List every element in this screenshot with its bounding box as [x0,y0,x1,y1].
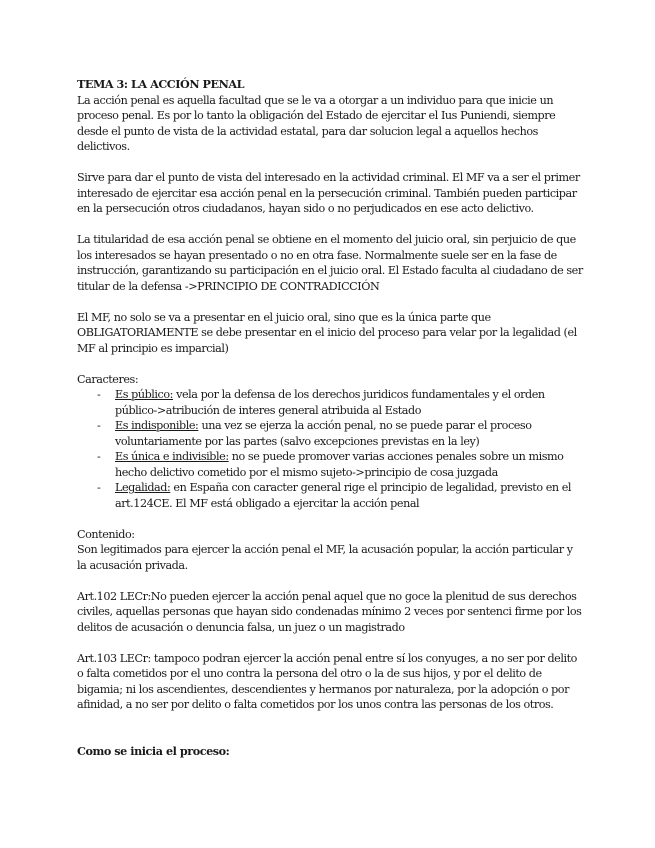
list-item-text: no se puede promover varias acciones penales sobre un mismo hecho delictivo cometido por el mismo sujeto->principio de cosa juzgada [115,450,564,479]
list-item [77,480,583,511]
paragraph-interesado: Sirve para dar el punto de vista del interesado en la actividad criminal. El MF va a ser el primer interesado de ejercitar esa acción penal en la persecución criminal. También pueden participar en la persecución otros ciudadanos, hayan sido o no perjudicados en ese acto delictivo. [77,171,580,215]
paragraph-art103: Art.103 LECr: tampoco podran ejercer la acción penal entre sí los conyuges, a no ser por delito o falta cometidos por el uno contra la persona del otro o la de sus hijos, y por el delito de bigamia; ni los ascendientes, descendientes y hermanos por naturaleza, por la adopción o por afinidad, a no ser por delito o falta cometidos por los unos contra las personas de los otros. [77,651,577,711]
list-item [77,449,583,480]
list-item [77,387,583,418]
list-item-text: una vez se ejerza la acción penal, no se puede parar el proceso voluntariamente por las partes (salvo excepciones previstas en la ley) [115,419,532,448]
list-item-text: en España con caracter general rige el principio de legalidad, previsto en el art.124CE. El MF está obligado a ejercitar la acción penal [115,481,572,510]
list-item [77,418,583,449]
list-item-term: Es única e indivisible: [115,450,229,463]
section-subtitle: Como se inicia el proceso: [77,743,230,758]
contenido-heading: Contenido: [77,527,135,541]
paragraph-definition: La acción penal es aquella facultad que se le va a otorgar a un individuo para que inicie un proceso penal. Es por lo tanto la obligación del Estado de ejercitar el Ius Puniendi, siempre desde el punto de vista de la actividad estatal, para dar solucion legal a aquellos hechos delictivos. [77,93,556,153]
list-item-term: Es indisponible: [115,419,199,432]
list-item-term: Legalidad: [115,481,171,494]
list-item-term: Es público: [115,388,173,401]
document-title: TEMA 3: LA ACCIÓN PENAL [77,77,245,91]
paragraph-legitimados: Son legitimados para ejercer la acción penal el MF, la acusación popular, la acción particular y la acusación privada. [77,543,573,572]
list-item-text: vela por la defensa de los derechos juridicos fundamentales y el orden público->atribución de interes general atribuida al Estado [115,388,545,417]
paragraph-art102: Art.102 LECr:No pueden ejercer la acción penal aquel que no goce la plenitud de sus derechos civiles, aquellas personas que hayan sido condenadas mínimo 2 veces por sentenci firme por los delitos de acusación o denuncia falsa, un juez o un magistrado [77,589,582,634]
caracteres-list [77,387,583,511]
document-body [77,77,583,759]
paragraph-titularidad: La titularidad de esa acción penal se obtiene en el momento del juicio oral, sin perjuicio de que los interesados se hayan presentado o no en otra fase. Normalmente suele ser en la fase de instrucción, garantizando su participación en el juicio oral. El Estado faculta al ciudadano de ser titular de la defensa ->PRINCIPIO DE CONTRADICCIÓN [77,233,583,293]
paragraph-mf: El MF, no solo se va a presentar en el juicio oral, sino que es la única parte que OBLIGATORIAMENTE se debe presentar en el inicio del proceso para velar por la legalidad (el MF al principio es imparcial) [77,310,577,355]
caracteres-heading: Caracteres: [77,372,139,386]
